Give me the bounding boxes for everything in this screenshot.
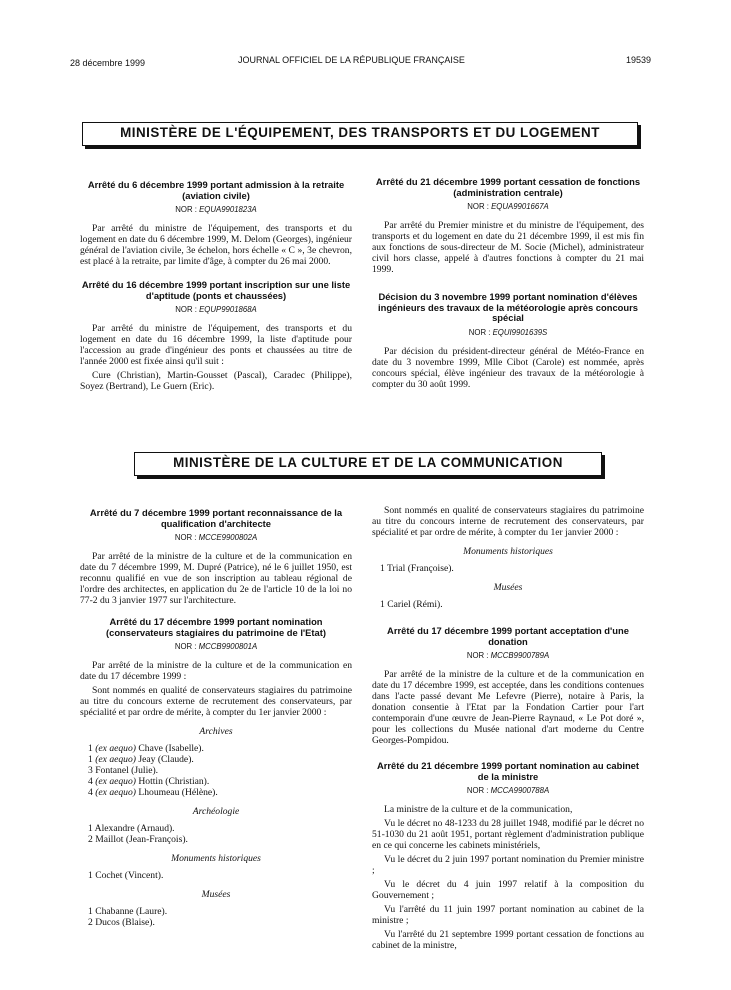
article-body: Par arrêté de la ministre de la culture et de la communication en date du 17 décembre 1999 : — [80, 660, 352, 682]
list-item: 4 (ex aequo) Lhoumeau (Hélène). — [88, 787, 218, 798]
article-names: Cure (Christian), Martin-Gousset (Pascal), Caradec (Philippe), Soyez (Bertrand), Le Guern (Eric). — [80, 370, 352, 392]
list-item: 2 Ducos (Blaise). — [88, 917, 155, 928]
nor-reference: NOR : MCCE9900802A — [174, 533, 258, 542]
article-body: Vu le décret du 4 juin 1997 relatif à la composition du Gouvernement ; — [372, 879, 644, 901]
section-heading-musees: Musées — [493, 582, 523, 593]
article-body: Vu l'arrêté du 21 septembre 1999 portant cessation de fonctions au cabinet de la ministre, — [372, 929, 644, 951]
article-title: Arrêté du 21 décembre 1999 portant nomination au cabinet de la ministre — [376, 760, 640, 782]
nor-reference: NOR : MCCA9900788A — [466, 786, 550, 795]
article-body: Sont nommés en qualité de conservateurs stagiaires du patrimoine au titre du concours interne de recrutement des conservateurs, par spécialité et par ordre de mérite, à compter du 1er janvier 2000 : — [372, 505, 644, 538]
header-journal: JOURNAL OFFICIEL DE LA RÉPUBLIQUE FRANÇAISE — [238, 55, 465, 65]
list-item: 1 Trial (Françoise). — [380, 563, 454, 574]
list-item: 1 (ex aequo) Chave (Isabelle). — [88, 743, 204, 754]
column-left-top — [80, 180, 352, 395]
header-page-number: 19539 — [625, 55, 651, 65]
article-body: Par arrêté du ministre de l'équipement, des transports et du logement en date du 16 décembre 1999, la liste d'aptitude pour l'accession au grade d'ingénieur des ponts et chaussées au titre de l'année 2000 est fixée ainsi qu'il suit : — [80, 323, 352, 367]
nor-reference: NOR : EQUI9901639S — [468, 327, 548, 337]
article-title: Arrêté du 17 décembre 1999 portant nomination (conservateurs stagiaires du patrimoine de l'Etat) — [105, 616, 326, 638]
column-right-bottom — [372, 505, 644, 954]
list-item: 4 (ex aequo) Hottin (Christian). — [88, 776, 210, 787]
nor-reference: NOR : EQUA9901823A — [175, 205, 257, 214]
nor-reference: NOR : EQUP9901868A — [175, 305, 257, 314]
article-body: Par arrêté de la ministre de la culture et de la communication en date du 17 décembre 1999, est acceptée, dans les conditions contenues dans l'acte passé devant Me Lefevre (Pierre), notaire à Paris, la donation consentie à l'Etat par la Fondation Cartier pour l'art contemporain d'une œuvre de Jean-Pierre Raynaud, « Le Pot doré », pour les collections du Musée national d'art moderne du Centre Georges-Pompidou. — [372, 669, 644, 746]
page-header — [70, 55, 651, 69]
list-item: 3 Fontanel (Julie). — [88, 765, 159, 776]
section-heading-monuments: Monuments historiques — [463, 546, 553, 557]
article-body: Par arrêté du Premier ministre et du ministre de l'équipement, des transports et du logement en date du 21 décembre 1999, il est mis fin aux fonctions de sous-directeur de M. Socie (Michel), administrateur civil hors classe, appelé à d'autres fonctions à compter du 21 mai 1999. — [372, 220, 644, 275]
section-heading-archives: Archives — [199, 726, 233, 737]
ministry-heading-culture: MINISTÈRE DE LA CULTURE ET DE LA COMMUNICATION — [134, 452, 602, 476]
section-heading-musees: Musées — [201, 889, 231, 900]
column-right-top — [372, 177, 644, 393]
nor-reference: NOR : EQUA9901667A — [467, 202, 549, 211]
article-title: Arrêté du 17 décembre 1999 portant acceptation d'une donation — [387, 625, 629, 647]
nor-reference: NOR : MCCB9900801A — [174, 642, 258, 651]
article-body: La ministre de la culture et de la communication, — [384, 804, 573, 815]
list-item: 1 Cariel (Rémi). — [380, 599, 443, 610]
section-heading-monuments: Monuments historiques — [171, 853, 261, 864]
article-body: Par décision du président-directeur général de Météo-France en date du 3 novembre 1999, Mlle Cibot (Carole) est nommée, après concours spécial, élève ingénieur des travaux de la météorologie à compter du 30 août 1999. — [372, 345, 644, 390]
article-body: Sont nommés en qualité de conservateurs stagiaires du patrimoine au titre du concours externe de recrutement des conservateurs, par spécialité et par ordre de mérite, à compter du 1er janvier 2000 : — [80, 685, 352, 718]
article-body: Par arrêté du ministre de l'équipement, des transports et du logement en date du 6 décembre 1999, M. Delom (Georges), ingénieur général de l'aviation civile, 3e échelon, hors échelle « C », 3e chevron, est placé à la retraite, par limite d'âge, à compter du 26 mai 2000. — [80, 223, 352, 267]
list-item: 1 Alexandre (Arnaud). — [88, 823, 175, 834]
list-item: 1 Chabanne (Laure). — [88, 906, 168, 917]
ministry-heading-equipement: MINISTÈRE DE L'ÉQUIPEMENT, DES TRANSPORTS ET DU LOGEMENT — [82, 122, 638, 146]
list-item: 1 Cochet (Vincent). — [88, 870, 164, 881]
article-title: Arrêté du 7 décembre 1999 portant reconnaissance de la qualification d'architecte — [89, 507, 343, 529]
article-body: Par arrêté de la ministre de la culture et de la communication en date du 7 décembre 1999, M. Dupré (Patrice), né le 6 juillet 1950, est reconnu qualifié en vue de son inscription au tableau régional de l'ordre des architectes, en application du 2e de l'article 10 de la loi no 77-2 du 3 janvier 1977 sur l'architecture. — [80, 551, 352, 606]
section-heading-archeologie: Archéologie — [192, 806, 240, 817]
list-item: 2 Maillot (Jean-François). — [88, 834, 188, 845]
article-title: Décision du 3 novembre 1999 portant nomination d'élèves ingénieurs des travaux de la météorologie après concours spécial — [378, 291, 638, 323]
header-date: 28 décembre 1999 — [70, 58, 146, 68]
nor-reference: NOR : MCCB9900789A — [466, 651, 550, 660]
article-body: Vu l'arrêté du 11 juin 1997 portant nomination au cabinet de la ministre ; — [372, 904, 644, 926]
article-body: Vu le décret no 48-1233 du 28 juillet 1948, modifié par le décret no 51-1030 du 21 août 1951, portant règlement d'administration publique en ce qui concerne les cabinets ministériels, — [372, 818, 644, 851]
list-item: 1 (ex aequo) Jeay (Claude). — [88, 754, 194, 765]
article-body: Vu le décret du 2 juin 1997 portant nomination du Premier ministre ; — [372, 854, 644, 876]
archives-list — [80, 743, 352, 798]
article-title: Arrêté du 6 décembre 1999 portant admission à la retraite (aviation civile) — [87, 179, 345, 201]
column-left-bottom — [80, 508, 352, 928]
article-title: Arrêté du 21 décembre 1999 portant cessation de fonctions (administration centrale) — [375, 176, 641, 198]
article-title: Arrêté du 16 décembre 1999 portant inscription sur une liste d'aptitude (ponts et chaussées) — [81, 279, 351, 301]
